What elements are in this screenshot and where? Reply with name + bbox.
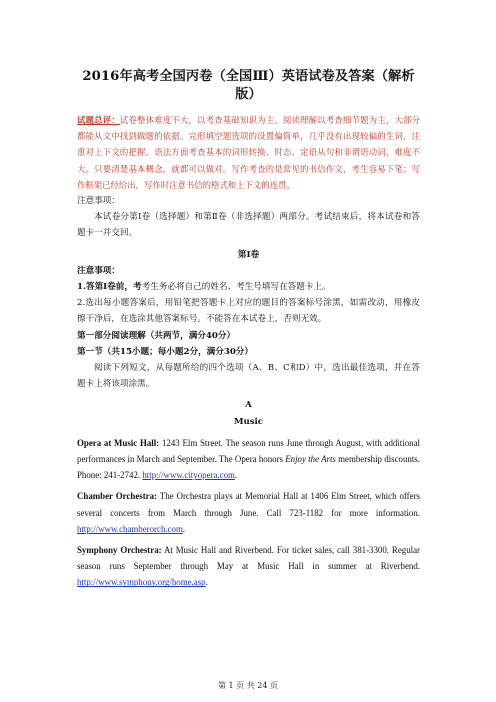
notice-item-1-lead: 1.答第Ⅰ卷前，考: [77, 282, 142, 293]
venue-text: At Music Hall and Riverbend. For ticket sales, call 381-3300. Regular season runs September through May at Music Hall in summer at Riverbend.: [77, 545, 420, 572]
venue-end: .: [234, 470, 238, 481]
notice-label-2: 注意事项：: [77, 265, 120, 276]
venue-link[interactable]: http://www.symphony.org/home.asp: [77, 577, 206, 588]
venue-text: The Orchestra plays at Memorial Hall at 1406 Elm Street, which offers several concerts from March through June. Call 723-1182 for more information.: [77, 491, 420, 518]
notice-label: 注意事项：: [77, 196, 120, 207]
reading-instructions: 阅读下列短文，从每题所给的四个选项（A、B、C和D）中，选出最佳选项，并在答题卡上将该项涂黑。: [77, 363, 420, 390]
document-body: [77, 68, 420, 591]
venue-end: .: [182, 523, 186, 534]
venue-text-2: membership discounts. Phone: 241-2742.: [77, 454, 420, 481]
summary-paragraph: [77, 112, 420, 193]
venue-name: Chamber Orchestra:: [77, 491, 158, 502]
volume-heading: 第Ⅰ卷: [237, 249, 260, 260]
section-heading: 第一节（共15小题；每小题2分，满分30分）: [77, 346, 253, 357]
part-heading: 第一部分阅读理解（共两节，满分40分）: [77, 330, 236, 341]
venue-link[interactable]: http://www.cityopera.com: [142, 470, 235, 481]
document-title: 2016年高考全国丙卷（全国Ⅲ）英语试卷及答案（解析版）: [82, 69, 415, 102]
venue-entry: [77, 488, 420, 537]
venue-name: Symphony Orchestra:: [77, 545, 162, 556]
passage-letter: A: [245, 400, 252, 411]
venue-entry: [77, 435, 420, 484]
notice-item-1: [77, 279, 420, 295]
venue-italic: Enjoy the Arts: [285, 454, 336, 465]
notice-item-2: 2.选出每小题答案后，用铅笔把答题卡上对应的题目的答案标号涂黑，如需改动，用橡皮擦干净后，在选涂其他答案标号。不能答在本试卷上，否则无效。: [77, 298, 420, 325]
notice-text: 本试卷分第Ⅰ卷（选择题）和第Ⅱ卷（非选择题）两部分。考试结束后，将本试卷和答题卡一并交回。: [77, 212, 420, 239]
passage-title: Music: [233, 416, 264, 427]
summary-lead: 试题总评：: [77, 115, 120, 125]
venue-end: .: [205, 577, 208, 588]
summary-text: 试卷整体难度不大，以考查基础知识为主。阅读理解以考查细节题为主，大部分都能从文中找到做题的依据。完形填空题选项的设置偏简单，几乎没有出现较偏的生词，注重对上下文的把握。语法方面考查基本的词形转换、时态、定语从句和非谓语动词，难度不大。只要清楚基本概念，就都可以做对。写作考查的是常见的书信作文，考生容易下笔；写作框架已经给出，写作时注意书信的格式和上下文的连贯。: [77, 115, 421, 190]
notice-item-1-text: 考生务必将自己的姓名、考生号填写在答题卡上。: [141, 282, 331, 293]
page-footer: 第 1 页 共 24 页: [218, 681, 278, 690]
venue-entry: [77, 542, 420, 591]
venue-link[interactable]: http://www.chamberorch.com: [77, 523, 183, 534]
venue-name: Opera at Music Hall:: [77, 437, 160, 448]
venue-text: 1243 Elm Street. The season runs June through August, with additional performances in March and September. The Opera honors: [77, 437, 420, 465]
